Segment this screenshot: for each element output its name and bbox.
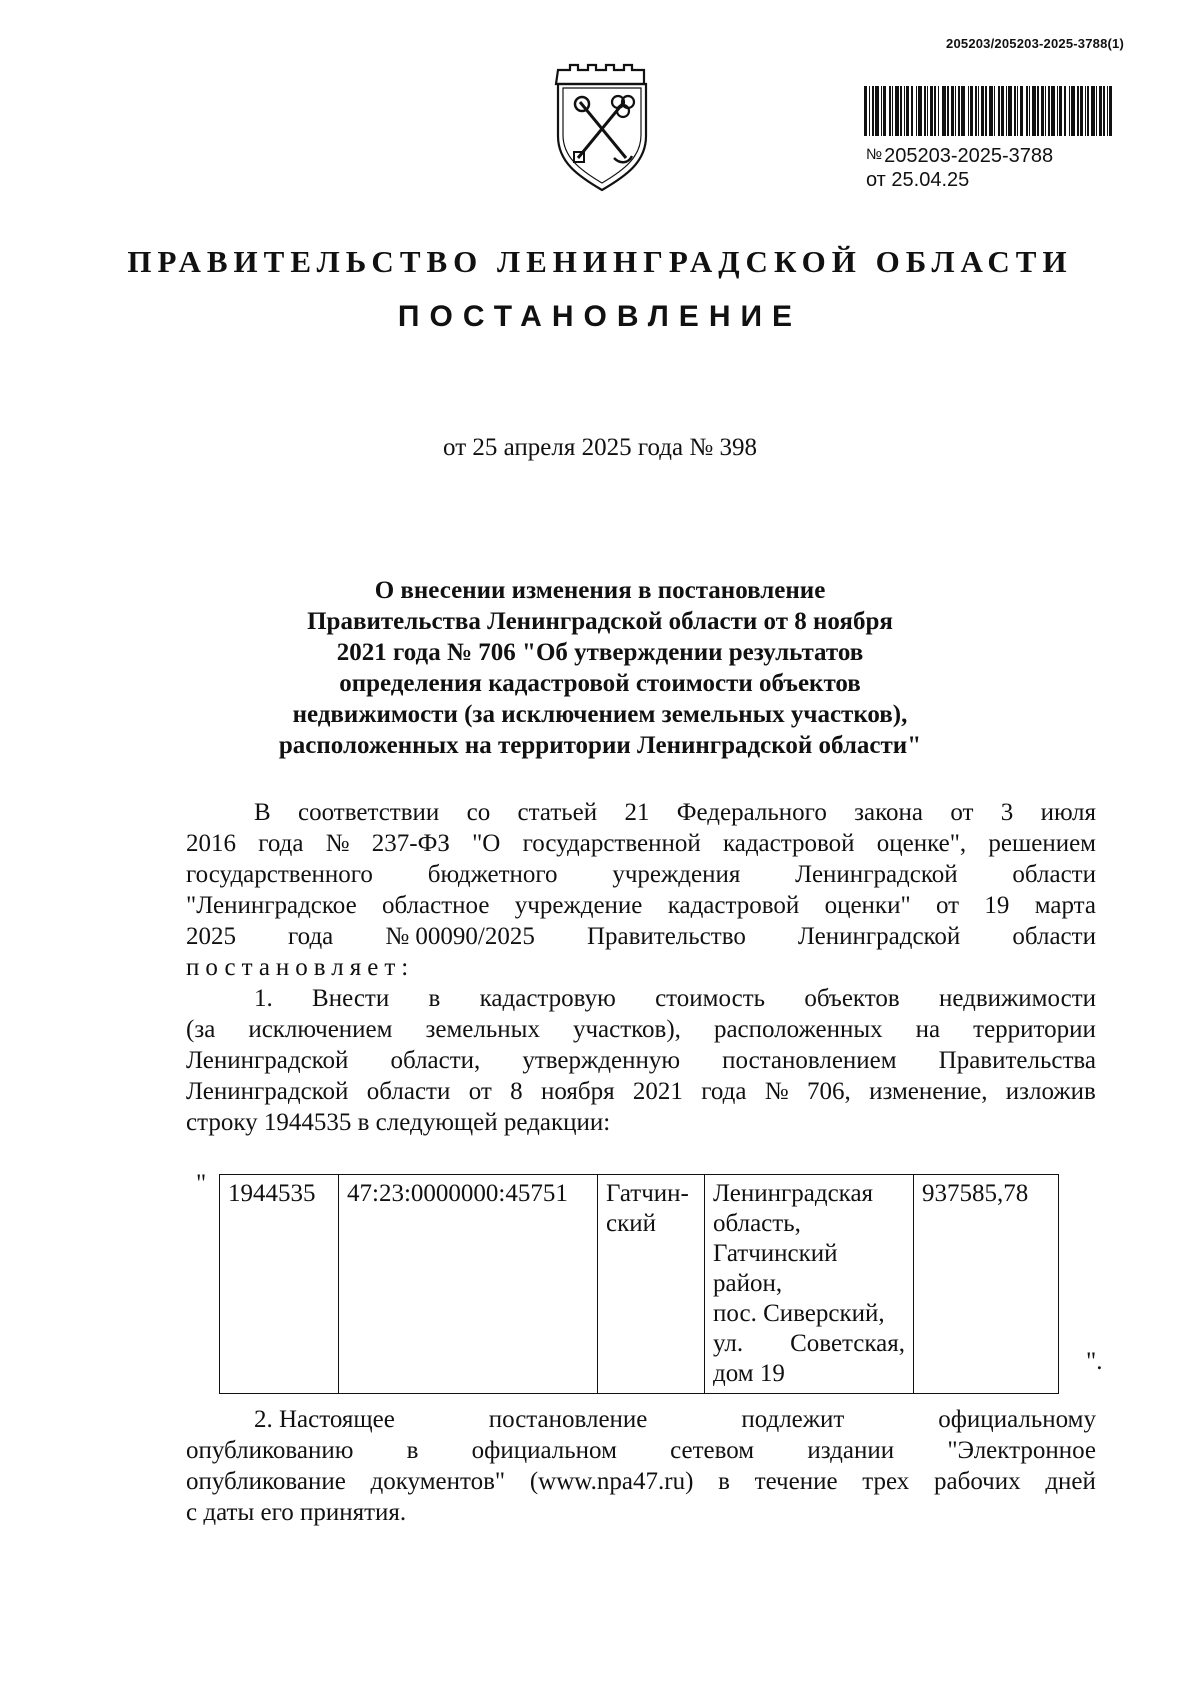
word: июля (1040, 799, 1096, 826)
government-title: ПРАВИТЕЛЬСТВО ЛЕНИНГРАДСКОЙ ОБЛАСТИ (127, 244, 1073, 279)
cadastral-value-table (219, 1174, 1059, 1394)
word: 706, (806, 1078, 851, 1105)
word: Правительства (938, 1047, 1096, 1074)
resolution-heading (180, 575, 1020, 761)
word: Ленинградской (186, 1078, 349, 1105)
item-2-paragraph (186, 1404, 1096, 1528)
word: 2. Настоящее (254, 1406, 395, 1433)
word: кадастровую (479, 985, 616, 1012)
word: № (764, 1078, 789, 1105)
word: статьей (517, 799, 598, 826)
document-reference: 205203/205203-2025-3788(1) (946, 36, 1124, 51)
word: стоимость (655, 985, 766, 1012)
word: опубликование (186, 1468, 346, 1495)
word: сетевом (670, 1437, 755, 1464)
word: расположенных (713, 1016, 883, 1043)
word: постановлением (722, 1047, 897, 1074)
address-cell (705, 1175, 914, 1394)
word: 21 (624, 799, 650, 826)
word: В (254, 799, 271, 826)
heading-line: Правительства Ленинградской области от 8 ноября (307, 608, 893, 635)
word: Внести (312, 985, 390, 1012)
word: кадастровой (667, 892, 800, 919)
address-word: Советская, (790, 1330, 905, 1357)
word: области (366, 1078, 451, 1105)
table-close-quote: ". (1086, 1348, 1103, 1375)
word: официальном (471, 1437, 617, 1464)
justified-line (186, 859, 1096, 890)
word: "Электронное (947, 1437, 1096, 1464)
justified-line (186, 921, 1096, 952)
word: дней (1045, 1468, 1096, 1495)
document-type: ПОСТАНОВЛЕНИЕ (397, 300, 803, 333)
word: подлежит (741, 1406, 845, 1433)
table-open-quote: " (196, 1170, 207, 1197)
justified-line (186, 890, 1096, 921)
resolution-date-number: от 25 апреля 2025 года № 398 (443, 434, 757, 461)
address-line: Ленинградская (713, 1180, 874, 1207)
table-row (220, 1175, 1059, 1394)
word: "Ленинградское (186, 892, 357, 919)
word: "О (472, 830, 501, 857)
justified-line (186, 1076, 1096, 1107)
address-line: район, (713, 1270, 783, 1297)
word: ноября (540, 1078, 615, 1105)
paragraph-last-line: с даты его принятия. (186, 1499, 407, 1526)
word: на (915, 1016, 941, 1043)
word: государственного (186, 861, 373, 888)
heading-line: расположенных на территории Ленинградской области" (278, 732, 922, 759)
word: соответствии (298, 799, 440, 826)
heading-line: О внесении изменения в постановление (374, 577, 826, 604)
word: постановление (488, 1406, 648, 1433)
address-line: область, (713, 1210, 801, 1237)
word: 3 (1000, 799, 1014, 826)
word: оценке", (876, 830, 967, 857)
word: территории (973, 1016, 1096, 1043)
word: опубликованию (186, 1437, 354, 1464)
word: 237-ФЗ (371, 830, 450, 857)
word: рабочих (934, 1468, 1021, 1495)
word: оценки" (824, 892, 911, 919)
word: изменение, (869, 1078, 988, 1105)
word: марта (1034, 892, 1096, 919)
word: областное (381, 892, 490, 919)
word: в (406, 1437, 419, 1464)
word: Ленинградской (797, 923, 961, 950)
row-number-cell: 1944535 (220, 1175, 339, 1394)
heading-line: 2021 года № 706 "Об утверждении результатов (336, 639, 864, 666)
justified-line (186, 983, 1096, 1014)
word: 2025 (186, 923, 236, 950)
word: земельных (425, 1016, 540, 1043)
heading-line: недвижимости (за исключением земельных участков), (292, 701, 908, 728)
registration-number (866, 143, 1053, 192)
word: государственной (522, 830, 701, 857)
word: недвижимости (938, 985, 1096, 1012)
word: документов" (370, 1468, 506, 1495)
word: Ленинградской (795, 861, 958, 888)
word: издании (807, 1437, 895, 1464)
justified-line (186, 1404, 1096, 1435)
word: исключением (248, 1016, 393, 1043)
justified-line (186, 797, 1096, 828)
word: № 00090/2025 (385, 923, 535, 950)
heading-line: определения кадастровой стоимости объектов (339, 670, 861, 697)
cadastral-value-cell: 937585,78 (914, 1175, 1059, 1394)
registration-number-value: 205203-2025-3788 (884, 145, 1054, 167)
word: области, (390, 1047, 481, 1074)
word: закона (854, 799, 923, 826)
word: бюджетного (427, 861, 558, 888)
word: учреждения (612, 861, 741, 888)
word: течение (754, 1468, 838, 1495)
address-line: пос. Сиверский, (713, 1300, 885, 1327)
number-sign: № (866, 146, 883, 163)
justified-line (186, 1466, 1096, 1497)
word: со (466, 799, 491, 826)
word: Ленинградской (186, 1047, 349, 1074)
word: области (1012, 861, 1096, 888)
district-line: ский (606, 1210, 656, 1237)
word: трех (862, 1468, 910, 1495)
word: (www.npa47.ru) (529, 1468, 694, 1495)
word: участков), (572, 1016, 681, 1043)
word: Федерального (676, 799, 827, 826)
address-street-line (713, 1329, 905, 1359)
word: учреждение (514, 892, 643, 919)
word: года (288, 923, 334, 950)
address-line: Гатчинский (713, 1240, 838, 1267)
word: 1. (254, 985, 273, 1012)
address-word: ул. (713, 1330, 744, 1357)
justified-line (186, 1014, 1096, 1045)
word: изложив (1005, 1078, 1096, 1105)
word: 19 (984, 892, 1010, 919)
barcode (864, 86, 1120, 136)
coat-of-arms-emblem (552, 62, 652, 204)
word: утвержденную (522, 1047, 681, 1074)
justified-line (186, 828, 1096, 859)
word: объектов (804, 985, 900, 1012)
justified-line (186, 1045, 1096, 1076)
word: от (950, 799, 974, 826)
word: года (258, 830, 304, 857)
resolves-word: постановляет: (186, 954, 415, 981)
word: 8 (510, 1078, 523, 1105)
word: № (325, 830, 350, 857)
registration-date: от 25.04.25 (866, 169, 970, 191)
word: официальному (938, 1406, 1096, 1433)
word: 2016 (186, 830, 236, 857)
justified-line (186, 1435, 1096, 1466)
word: решением (988, 830, 1096, 857)
paragraph-last-line: строку 1944535 в следующей редакции: (186, 1109, 611, 1136)
word: кадастровой (722, 830, 855, 857)
word: от (935, 892, 960, 919)
word: 2021 (632, 1078, 683, 1105)
word: от (468, 1078, 492, 1105)
address-house-line: дом 19 (713, 1360, 785, 1387)
word: года (701, 1078, 747, 1105)
district-line: Гатчин- (606, 1180, 689, 1207)
cadastral-number-cell: 47:23:0000000:45751 (339, 1175, 598, 1394)
district-cell (598, 1175, 705, 1394)
word: области (1012, 923, 1096, 950)
word: в (718, 1468, 730, 1495)
word: (за (186, 1016, 216, 1043)
word: в (428, 985, 441, 1012)
word: Правительство (586, 923, 746, 950)
preamble-paragraph (186, 797, 1096, 1138)
